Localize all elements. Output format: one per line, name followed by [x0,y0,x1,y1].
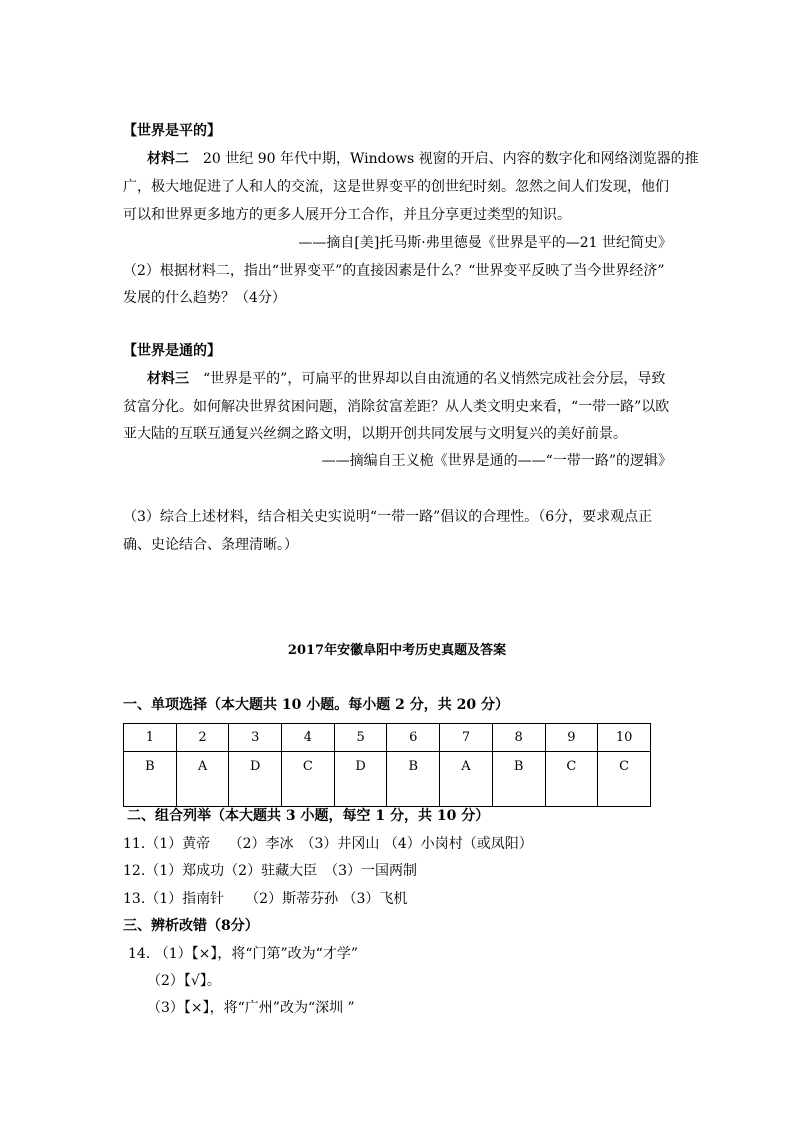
question-3-line-2: 确、史论结合、条理清晰。） [123,537,298,553]
question-3-line-1: （3）综合上述材料，结合相关史实说明“一带一路”倡议的合理性。（6分，要求观点正 [123,509,653,525]
part3-item-3: （3）【×】，将“广州”改为“深圳 ” [147,1000,355,1016]
table-cell-number: 3 [229,724,282,752]
material-three-source: ——摘编自王义桅《世界是通的——“一带一路”的逻辑》 [321,453,672,469]
material-three-label: 材料三 [147,371,189,387]
table-cell-number: 4 [282,724,335,752]
section-heading-through: 【世界是通的】 [123,343,221,359]
table-cell-choice: C [598,752,651,807]
part1-heading: 一、单项选择（本大题共 10 小题。每小题 2 分，共 20 分） [123,697,509,713]
table-cell-number: 8 [492,724,545,752]
material-three-line-3: 亚大陆的互联互通复兴丝绸之路文明，以期开创共同发展与文明复兴的美好前景。 [123,426,627,442]
material-two-label: 材料二 [147,151,189,167]
answer-table-choice-row [124,752,651,807]
table-cell-choice: B [492,752,545,807]
material-three-line-1 [123,369,665,389]
material-two-source: ——摘自[美]托马斯·弗里德曼《世界是平的—21 世纪简史》 [298,235,672,251]
table-cell-choice: C [282,752,335,807]
question-2-line-1: （2）根据材料二，指出“世界变平”的直接因素是什么？“世界变平反映了当今世界经济” [123,263,665,279]
table-cell-number: 2 [176,724,229,752]
table-cell-choice: D [334,752,387,807]
material-two-line-3: 可以和世界更多地方的更多人展开分工合作，并且分享更过类型的知识。 [123,207,571,223]
answer-table [123,723,651,807]
table-cell-choice: B [124,752,177,807]
table-cell-number: 1 [124,724,177,752]
material-two-line-1 [123,149,699,169]
part3-item-2: （2）【√】。 [147,973,221,989]
part2-heading: 二、组合列举（本大题共 3 小题，每空 1 分，共 10 分） [127,808,490,824]
material-three-text-1: “世界是平的”，可扁平的世界却以自由流通的名义悄然完成社会分层，导致 [203,371,666,387]
part3-heading: 三、辨析改错（8分） [123,918,259,934]
part3-item-1: 14. （1）【×】，将“门第”改为“才学” [128,946,358,962]
table-cell-number: 7 [440,724,493,752]
material-two-line-2: 广，极大地促进了人和人的交流，这是世界变平的创世纪时刻。忽然之间人们发现，他们 [123,179,669,195]
table-cell-choice: B [387,752,440,807]
table-cell-number: 9 [545,724,598,752]
part2-item-13: 13.（1）指南针 （2）斯蒂芬孙 （3）飞机 [123,891,408,907]
table-cell-number: 10 [598,724,651,752]
material-three-line-2: 贫富分化。如何解决世界贫困问题，消除贫富差距？从人类文明史来看，“一带一路”以欧 [123,399,670,415]
question-2-line-2: 发展的什么趋势？（4分） [123,290,286,306]
part2-item-12: 12.（1）郑成功（2）驻藏大臣 （3）一国两制 [123,863,417,879]
answers-title: 2017年安徽阜阳中考历史真题及答案 [287,643,507,658]
table-cell-choice: A [176,752,229,807]
section-heading-flat: 【世界是平的】 [123,123,221,139]
table-cell-number: 6 [387,724,440,752]
table-cell-number: 5 [334,724,387,752]
table-cell-choice: C [545,752,598,807]
table-cell-choice: A [440,752,493,807]
part2-item-11: 11.（1）黄帝 （2）李冰 （3）井冈山 （4）小岗村（或凤阳） [123,836,533,852]
answer-table-number-row [124,724,651,752]
material-two-text-1: 20 世纪 90 年代中期，Windows 视窗的开启、内容的数字化和网络浏览器的推 [203,151,699,167]
table-cell-choice: D [229,752,282,807]
